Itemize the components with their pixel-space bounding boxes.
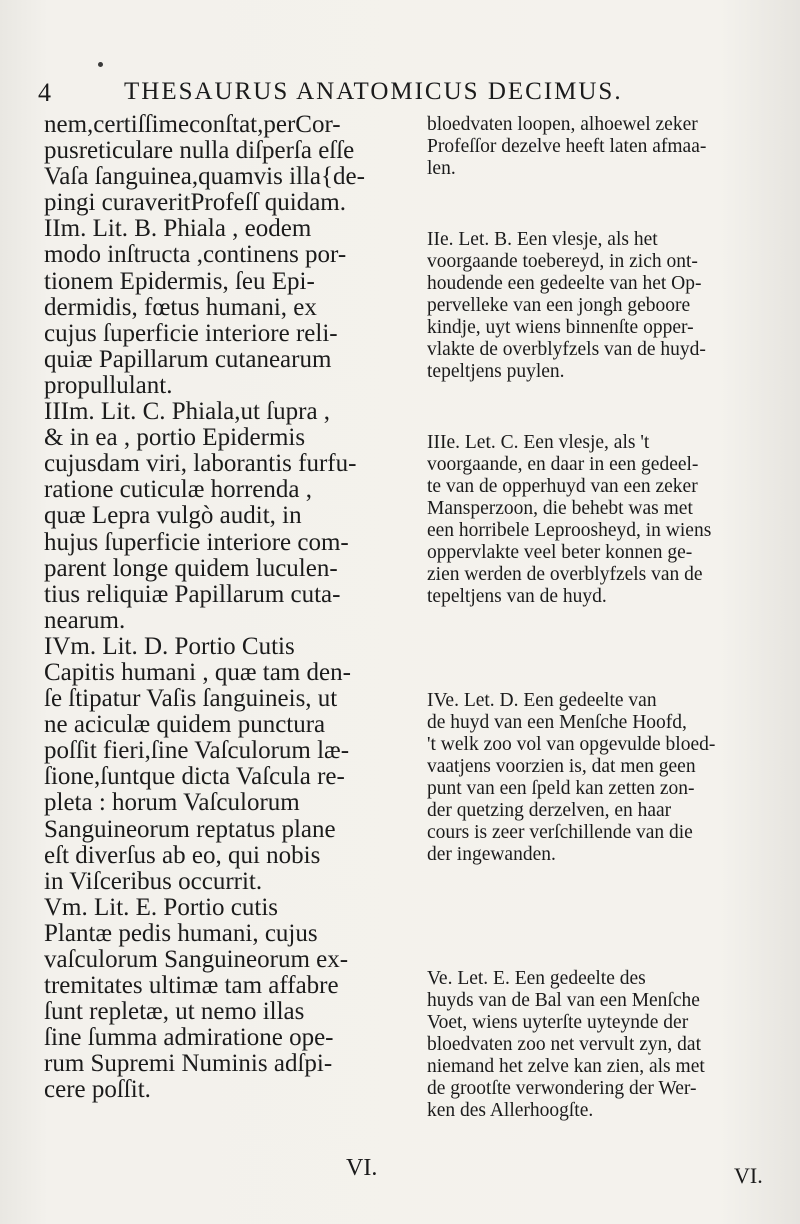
dutch-line: Mansperzoon, die behebt was met xyxy=(427,498,693,519)
dutch-line: te van de opperhuyd van een zeker xyxy=(427,476,698,497)
latin-line: pusreticulare nulla diſperſa eſſe xyxy=(44,138,355,165)
ink-spot xyxy=(98,62,103,67)
dutch-line: Voet, wiens uyterſte uyteynde der xyxy=(427,1012,689,1033)
latin-line: modo inſtructa ,continens por- xyxy=(44,242,347,269)
latin-line: Capitis humani , quæ tam den- xyxy=(44,659,351,686)
dutch-paragraph-1 xyxy=(427,114,772,180)
latin-line: hujus ſuperficie interiore com- xyxy=(44,529,349,556)
dutch-line: bloedvaten zoo net vervult zyn, dat xyxy=(427,1034,701,1055)
dutch-line: tepeltjens puylen. xyxy=(427,361,565,382)
dutch-line: voorgaande toebereyd, in zich ont- xyxy=(427,251,698,272)
dutch-line: huyds van de Bal van een Menſche xyxy=(427,990,700,1011)
latin-line: Vaſa ſanguinea,quamvis illa{de- xyxy=(44,164,365,191)
latin-line: ſunt repletæ, ut nemo illas xyxy=(44,999,305,1026)
dutch-line: oppervlakte veel beter konnen ge- xyxy=(427,542,693,563)
latin-line: dermidis, fœtus humani, ex xyxy=(44,294,317,321)
dutch-line: niemand het zelve kan zien, als met xyxy=(427,1056,705,1077)
dutch-line: kindje, uyt wiens binnenſte opper- xyxy=(427,317,694,338)
running-title: THESAURUS ANATOMICUS DECIMUS. xyxy=(124,78,623,105)
dutch-line: zien werden de overblyfzels van de xyxy=(427,564,703,585)
dutch-line: de grootſte verwondering der Wer- xyxy=(427,1078,697,1099)
latin-line: IVm. Lit. D. Portio Cutis xyxy=(44,633,295,660)
latin-line: ratione cuticulæ horrenda , xyxy=(44,477,312,504)
latin-line: propullulant. xyxy=(44,372,173,399)
latin-line: rum Supremi Numinis adſpi- xyxy=(44,1051,333,1078)
latin-line: nearum. xyxy=(44,607,126,634)
dutch-line: houdende een gedeelte van het Op- xyxy=(427,273,702,294)
dutch-line: tepeltjens van de huyd. xyxy=(427,586,607,607)
latin-line: quæ Lepra vulgò audit, in xyxy=(44,503,302,530)
latin-line: Sanguineorum reptatus plane xyxy=(44,816,336,843)
dutch-line: der ingewanden. xyxy=(427,844,556,865)
dutch-line: der quetzing derzelven, en haar xyxy=(427,800,672,821)
latin-line: in Viſceribus occurrit. xyxy=(44,868,263,895)
dutch-line: 't welk zoo vol van opgevulde bloed- xyxy=(427,734,716,755)
latin-line: cujusdam viri, laborantis furfu- xyxy=(44,451,357,478)
dutch-line: vaatjens voorzien is, dat men geen xyxy=(427,756,696,777)
latin-line: eſt diverſus ab eo, qui nobis xyxy=(44,842,321,869)
latin-line: Plantæ pedis humani, cujus xyxy=(44,920,318,947)
latin-line: IIm. Lit. B. Phiala , eodem xyxy=(44,216,312,243)
dutch-line: IIe. Let. B. Een vlesje, als het xyxy=(427,229,658,250)
latin-line: ſione,ſuntque dicta Vaſcula re- xyxy=(44,764,345,791)
dutch-paragraph-4 xyxy=(427,690,772,866)
latin-line: poſſit fieri,ſine Vaſculorum læ- xyxy=(44,738,350,765)
latin-line: pleta : horum Vaſculorum xyxy=(44,790,300,817)
latin-line: tremitates ultimæ tam affabre xyxy=(44,973,339,1000)
latin-line: tionem Epidermis, ſeu Epi- xyxy=(44,268,315,295)
dutch-line: bloedvaten loopen, alhoewel zeker xyxy=(427,114,698,135)
dutch-line: Profeſſor dezelve heeft laten afmaa- xyxy=(427,136,707,157)
latin-line: IIIm. Lit. C. Phiala,ut ſupra , xyxy=(44,399,331,426)
dutch-paragraph-3 xyxy=(427,432,772,608)
latin-line: ſine ſumma admiratione ope- xyxy=(44,1025,334,1052)
dutch-line: IIIe. Let. C. Een vlesje, als 't xyxy=(427,432,650,453)
page-number: 4 xyxy=(38,78,53,107)
latin-line: vaſculorum Sanguineorum ex- xyxy=(44,947,349,973)
latin-line: quiæ Papillarum cutanearum xyxy=(44,346,332,373)
catchword-left: VI. xyxy=(346,1155,378,1181)
dutch-paragraph-5 xyxy=(427,968,772,1122)
latin-line: Vm. Lit. E. Portio cutis xyxy=(44,894,279,921)
dutch-line: een horribele Leproosheyd, in wiens xyxy=(427,520,712,541)
dutch-line: cours is zeer verſchillende van die xyxy=(427,822,693,843)
latin-line: pingi curaveritProfeſſ quidam. xyxy=(44,190,347,217)
latin-line: ne aciculæ quidem punctura xyxy=(44,712,326,739)
dutch-line: vlakte de overblyfzels van de huyd- xyxy=(427,339,706,360)
dutch-line: IVe. Let. D. Een gedeelte van xyxy=(427,690,657,711)
dutch-line: voorgaande, en daar in een gedeel- xyxy=(427,454,699,475)
dutch-line: de huyd van een Menſche Hoofd, xyxy=(427,712,687,733)
dutch-paragraph-2 xyxy=(427,229,772,383)
catchword-right: VI. xyxy=(734,1163,763,1188)
dutch-line: punt van een ſpeld kan zetten zon- xyxy=(427,778,695,799)
dutch-line: len. xyxy=(427,158,456,179)
latin-line: & in ea , portio Epidermis xyxy=(44,425,306,452)
latin-column xyxy=(44,112,396,1104)
dutch-line: pervelleke van een jongh geboore xyxy=(427,295,691,316)
latin-line: ſe ſtipatur Vaſis ſanguineis, ut xyxy=(44,686,338,713)
latin-line: tius reliquiæ Papillarum cuta- xyxy=(44,581,341,608)
latin-line: parent longe quidem luculen- xyxy=(44,555,338,582)
running-header xyxy=(38,76,738,110)
dutch-line: Ve. Let. E. Een gedeelte des xyxy=(427,968,646,989)
latin-line: nem,certiſſimeconſtat,perCor- xyxy=(44,112,341,138)
dutch-line: ken des Allerhoogſte. xyxy=(427,1100,594,1121)
latin-line: cere poſſit. xyxy=(44,1077,151,1104)
latin-line: cujus ſuperficie interiore reli- xyxy=(44,320,338,347)
